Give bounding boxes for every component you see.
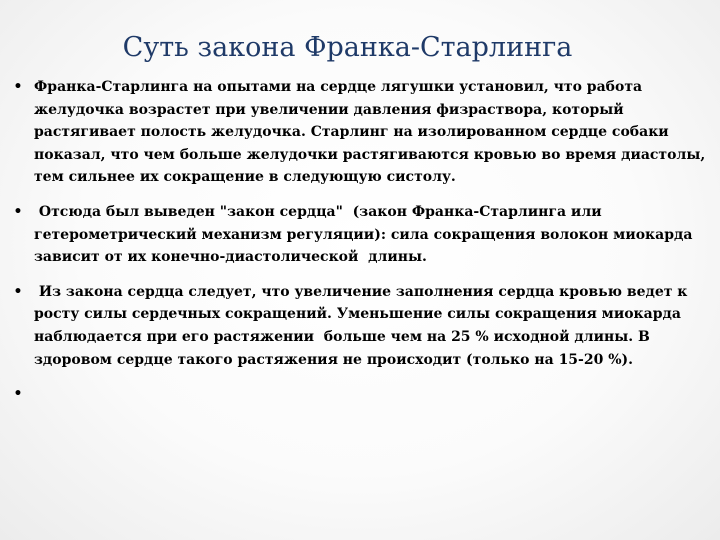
bullet-item [8, 76, 716, 189]
bullet-text: Из закона сердца следует, что увеличение заполнения сердца кровью ведет к росту силы сердечных сокращений. Уменьшение силы сокращения миокарда наблюдается при его растяжении больше чем на 25 % исходной длины. В здоровом сердце такого растяжения не происходит (только на 15-20 %). [34, 283, 693, 368]
bullet-list [8, 76, 716, 403]
slide-title: Суть закона Франка-Старлинга [122, 32, 573, 63]
bullet-dot-icon: • [13, 386, 23, 403]
bullet-item [8, 201, 716, 269]
bullet-dot-icon: • [13, 283, 23, 300]
bullet-item [8, 281, 716, 371]
bullet-text: Отсюда был выведен "закон сердца" (закон Франка-Старлинга или гетерометрический механизм регуляции): сила сокращения волокон миокарда зависит от их конечно-диастолической длины. [34, 203, 698, 266]
bullet-dot-icon: • [13, 203, 23, 220]
bullet-dot-icon: • [13, 79, 23, 95]
bullet-text: Франка-Старлинга на опытами на сердце лягушки установил, что работа желудочка возрастет при увеличении давления физраствора, который растягивает полость желудочка. Старлинг на изолированном сердце собаки показал, что чем больше желудочки растягиваются кровью во время диастолы, тем сильнее их сокращение в следующую систолу. [34, 79, 711, 186]
